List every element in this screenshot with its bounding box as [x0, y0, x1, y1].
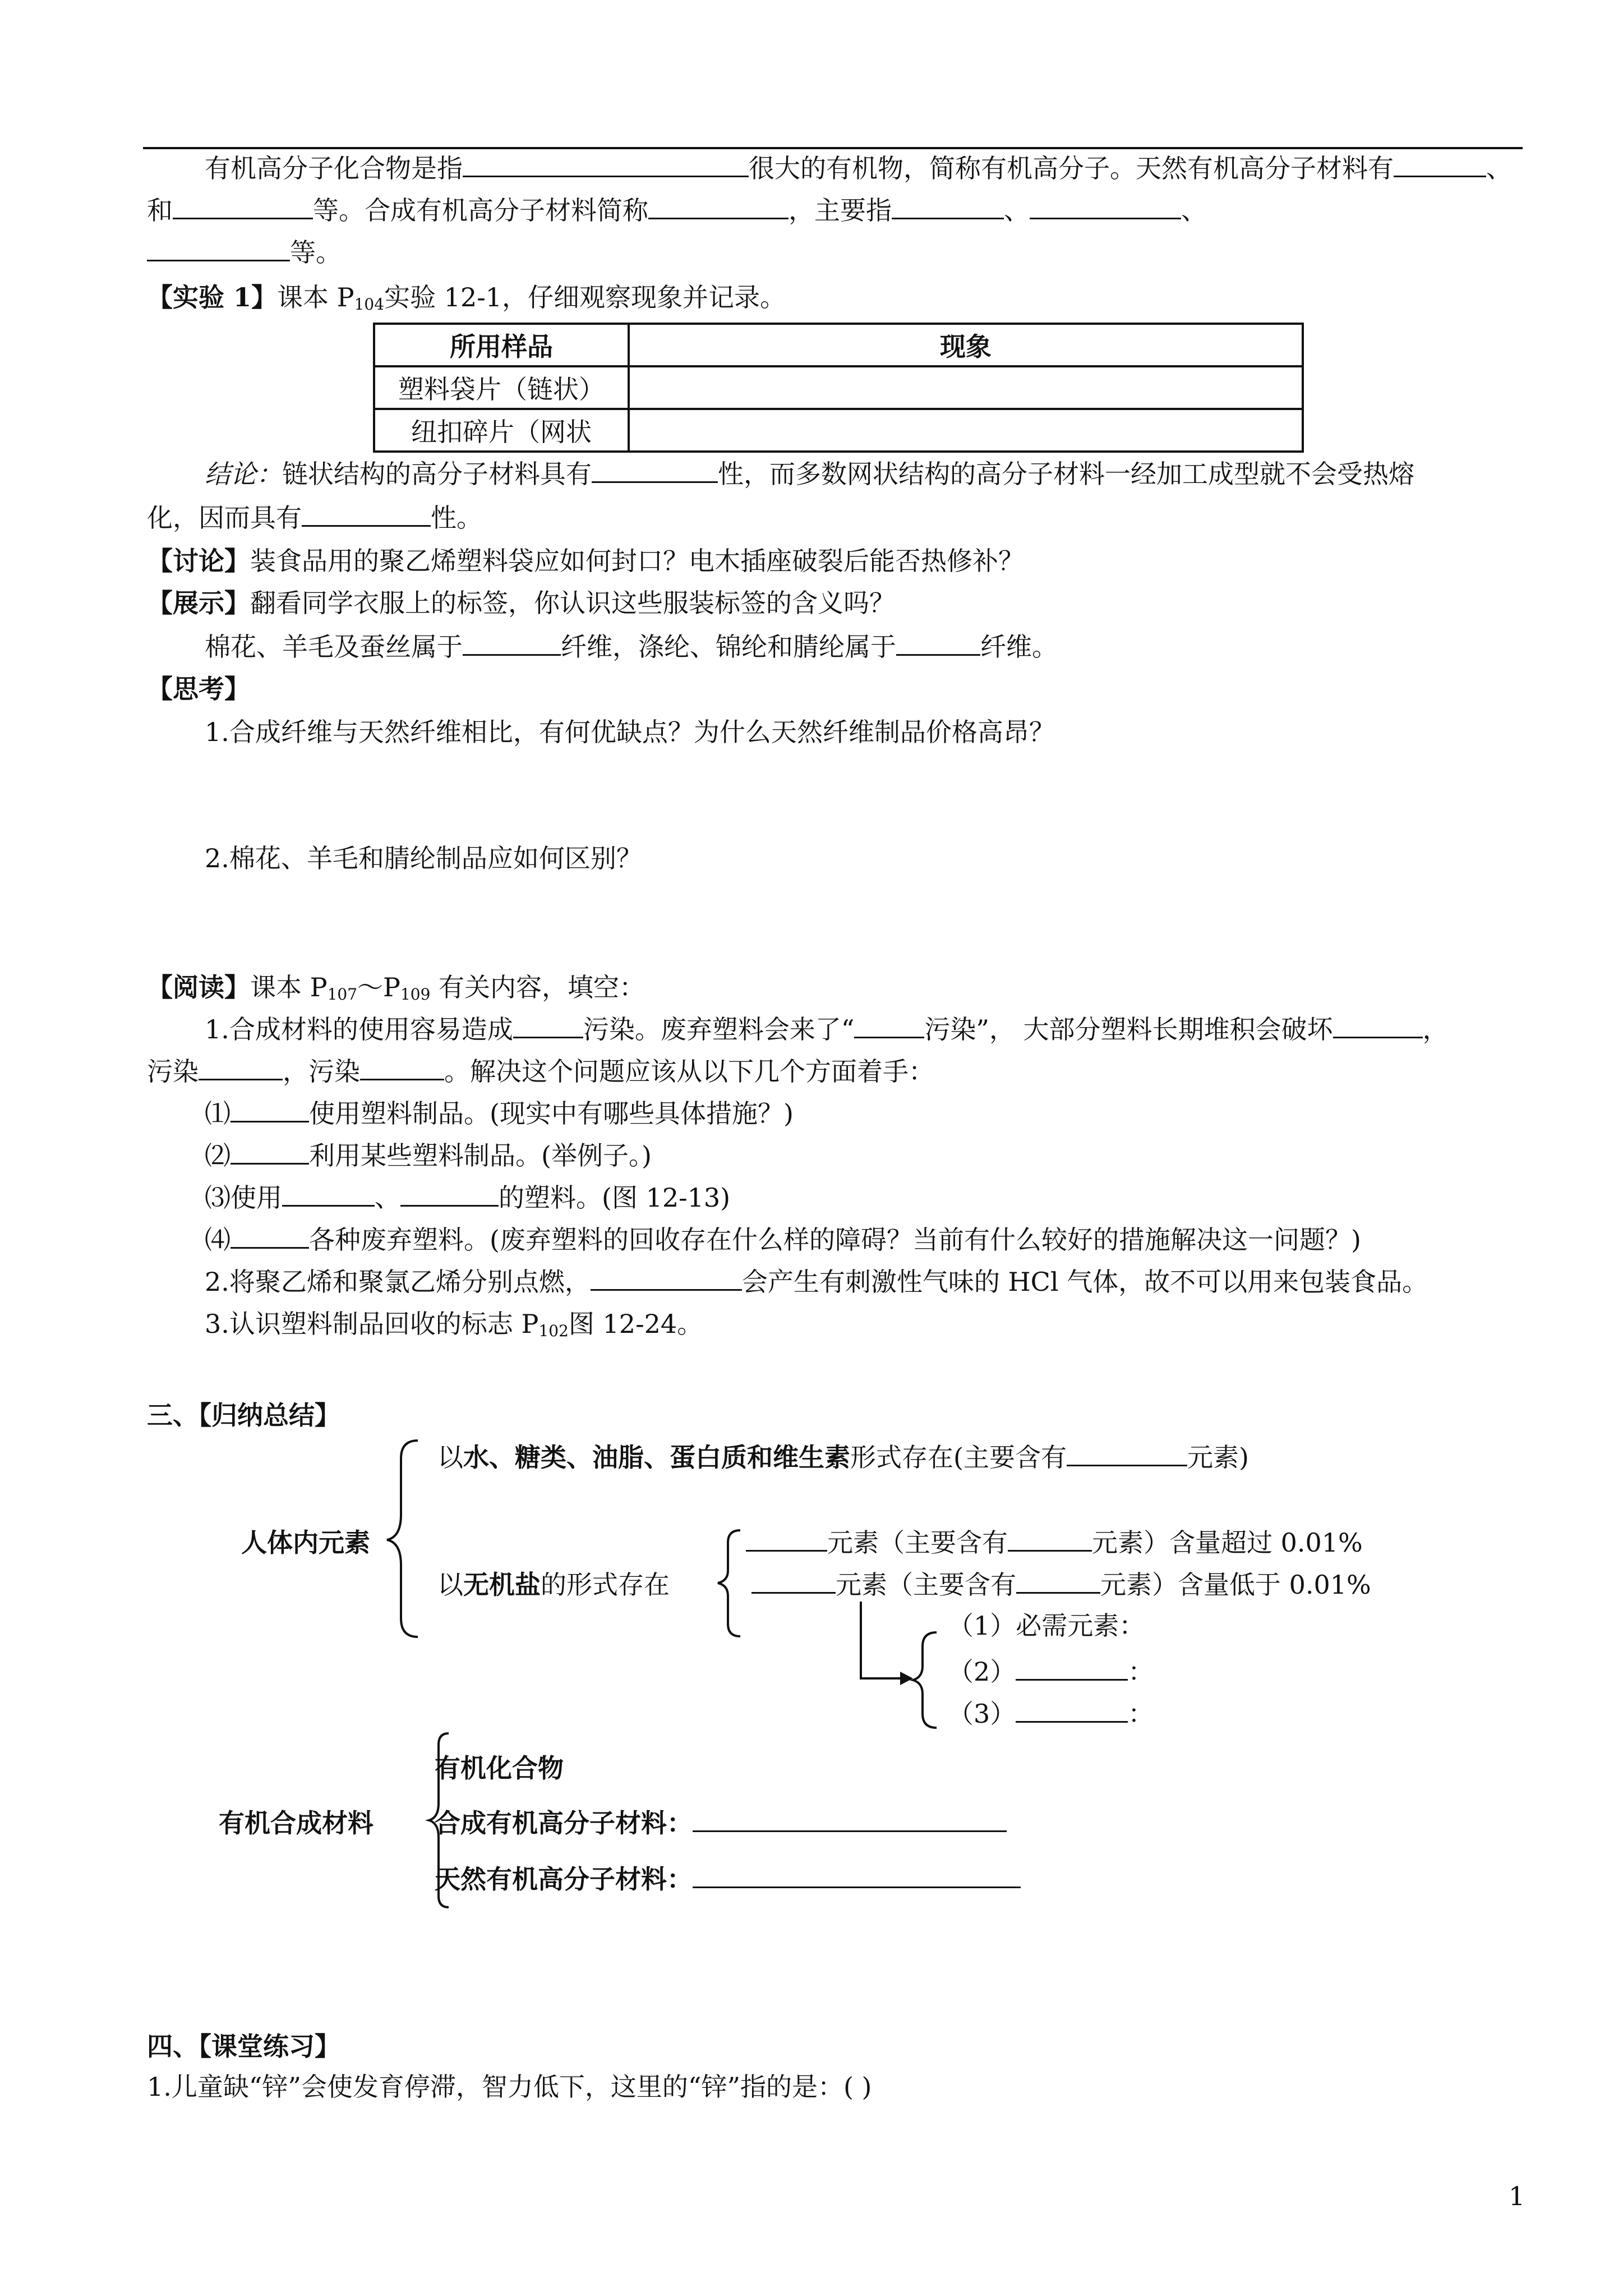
read-text: 3.认识塑料制品回收的标志 P: [205, 1309, 539, 1339]
intro-text: 很大的有机物，简称有机高分子。天然有机高分子材料有: [749, 153, 1394, 183]
macro-elements: [746, 1526, 1363, 1559]
summary-text: 水、糖类、油脂、蛋白质和维生素: [463, 1442, 850, 1473]
trace-item-3: [948, 1697, 1154, 1731]
blank: [1016, 1657, 1128, 1681]
read-text: ～P: [357, 972, 400, 1002]
intro-text: 有机高分子化合物是指: [205, 153, 463, 183]
exp-text: 实验 12-1，仔细观察现象并记录。: [384, 282, 786, 312]
page-number: 1: [1509, 2181, 1525, 2211]
arrow-line: [861, 1602, 900, 1678]
fibers-text: 纤维。: [980, 632, 1058, 662]
conclusion-text: 性。: [431, 503, 482, 533]
table-header: 现象: [629, 324, 1303, 366]
summary-text: 以: [437, 1442, 463, 1473]
conclusion-text: 化，因而具有: [147, 503, 302, 533]
intro-text: 等。: [290, 237, 342, 268]
think-question-2: 2.棉花、羊毛和腈纶制品应如何区别？: [205, 843, 642, 873]
brace-trace: [913, 1632, 937, 1728]
summary-text: ：: [1128, 1657, 1154, 1687]
read-text: 。解决这个问题应该从以下几个方面着手：: [444, 1056, 934, 1087]
summary-text: 元素（主要含有: [836, 1570, 1016, 1600]
summary-text: 天然有机高分子材料：: [435, 1864, 693, 1894]
trace-elements: [751, 1568, 1371, 1602]
trace-item-2: [948, 1655, 1154, 1688]
summary-text: 以: [437, 1570, 463, 1600]
blank: [751, 1570, 836, 1594]
blank: [1016, 1570, 1100, 1594]
read-text: 使用塑料制品。(现实中有哪些具体措施？): [309, 1098, 794, 1129]
organic-materials-label: 有机合成材料: [219, 1808, 374, 1838]
practice-heading: 四、【课堂练习】: [147, 2031, 340, 2062]
table-cell: 纽扣碎片（网状: [374, 409, 629, 452]
read-text: 利用某些塑料制品。(举例子。): [309, 1140, 652, 1171]
subscript: 102: [538, 1322, 569, 1340]
blank: [693, 1864, 1021, 1888]
read-text: ⑷: [205, 1225, 230, 1255]
body-elements-label: 人体内元素: [241, 1527, 370, 1558]
practice-question-1: 1.儿童缺“锌”会使发育停滞，智力低下，这里的“锌”指的是：( ): [147, 2072, 872, 2102]
summary-heading: 三、【归纳总结】: [147, 1400, 340, 1430]
read-text: ⑶使用: [205, 1182, 282, 1213]
fibers-text: 纤维，涤纶、锦纶和腈纶属于: [561, 632, 896, 662]
conclusion-label: 结论：: [205, 459, 282, 489]
summary-text: 元素）含量超过 0.01%: [1092, 1527, 1363, 1558]
fibers-text: 棉花、羊毛及蚕丝属于: [205, 632, 463, 662]
intro-text: 、: [1486, 153, 1512, 183]
conclusion-text: 链状结构的高分子材料具有: [282, 459, 592, 489]
subscript: 109: [400, 985, 431, 1004]
conclusion-text: 性，而多数网状结构的高分子材料一经加工成型就不会受热熔: [718, 459, 1414, 489]
summary-branch-1: [437, 1441, 1249, 1474]
think-label: 【思考】: [147, 674, 250, 704]
read-text: 、: [375, 1182, 400, 1213]
brace-body: [387, 1441, 418, 1637]
read-text: 课本 P: [250, 972, 328, 1002]
show-text: 翻看同学衣服上的标签，你认识这些服装标签的含义吗？: [250, 588, 895, 618]
read-text: 各种废弃塑料。(废弃塑料的回收存在什么样的障碍？当前有什么较好的措施解决这一问题？): [309, 1225, 1361, 1255]
synthetic-polymer: [435, 1806, 1007, 1840]
read-text: ，: [1422, 1014, 1449, 1045]
summary-branch-2: [437, 1568, 670, 1602]
summary-text: 元素）含量低于 0.01%: [1100, 1570, 1371, 1600]
table-cell: 塑料袋片（链状）: [374, 366, 629, 409]
read-text: ⑴: [205, 1098, 230, 1129]
intro-text: 和: [147, 195, 173, 226]
think-question-1: 1.合成纤维与天然纤维相比，有何优缺点？为什么天然纤维制品价格高昂？: [205, 717, 1055, 747]
organic-compound: 有机化合物: [435, 1753, 564, 1783]
summary-text: （3）: [948, 1699, 1016, 1729]
brace-inorganic: [718, 1530, 740, 1636]
intro-text: 、: [1181, 195, 1207, 226]
read-text: 会产生有刺激性气味的 HCl 气体，故不可以用来包装食品。: [741, 1267, 1428, 1297]
read-text: ，污染: [283, 1056, 360, 1087]
intro-text: 等。合成有机高分子材料简称: [313, 195, 648, 226]
subscript: 104: [354, 295, 385, 314]
blank: [1008, 1527, 1092, 1552]
read-text: 的塑料。(图 12-13): [499, 1182, 731, 1213]
natural-polymer: [435, 1862, 1021, 1896]
intro-text: ，主要指: [789, 195, 892, 226]
summary-text: 元素): [1187, 1442, 1249, 1473]
summary-text: 无机盐: [463, 1570, 541, 1600]
section-label: 【阅读】: [147, 972, 250, 1002]
read-text: 1.合成材料的使用容易造成: [205, 1014, 513, 1045]
intro-text: 、: [1004, 195, 1030, 226]
read-text: 图 12-24。: [568, 1309, 703, 1339]
blank: [693, 1808, 1007, 1832]
essential-elements: （1）必需元素：: [948, 1611, 1145, 1641]
blank: [746, 1527, 827, 1552]
summary-text: 合成有机高分子材料：: [435, 1808, 693, 1838]
table-header: 所用样品: [374, 324, 629, 366]
subscript: 107: [327, 985, 358, 1004]
summary-text: （2）: [948, 1657, 1016, 1687]
read-text: 污染: [147, 1056, 199, 1087]
read-text: 2.将聚乙烯和聚氯乙烯分别点燃，: [205, 1267, 591, 1297]
summary-text: 形式存在(主要含有: [850, 1442, 1067, 1473]
section-label: 【展示】: [147, 588, 250, 618]
section-label: 【实验 1】: [147, 282, 278, 312]
arrow-head: [900, 1672, 913, 1685]
blank: [1067, 1442, 1187, 1466]
blank: [1016, 1699, 1128, 1723]
read-text: ⑵: [205, 1140, 230, 1171]
summary-text: 元素（主要含有: [827, 1527, 1008, 1558]
discussion-text: 装食品用的聚乙烯塑料袋应如何封口？电木插座破裂后能否热修补？: [250, 546, 1024, 576]
summary-text: 的形式存在: [541, 1570, 670, 1600]
summary-text: ：: [1128, 1699, 1154, 1729]
read-text: 污染”， 大部分塑料长期堆积会破坏: [924, 1014, 1333, 1045]
read-text: 有关内容，填空：: [430, 972, 645, 1002]
exp-text: 课本 P: [277, 282, 354, 312]
read-text: 污染。废弃塑料会来了“: [583, 1014, 855, 1045]
section-label: 【讨论】: [147, 546, 250, 576]
